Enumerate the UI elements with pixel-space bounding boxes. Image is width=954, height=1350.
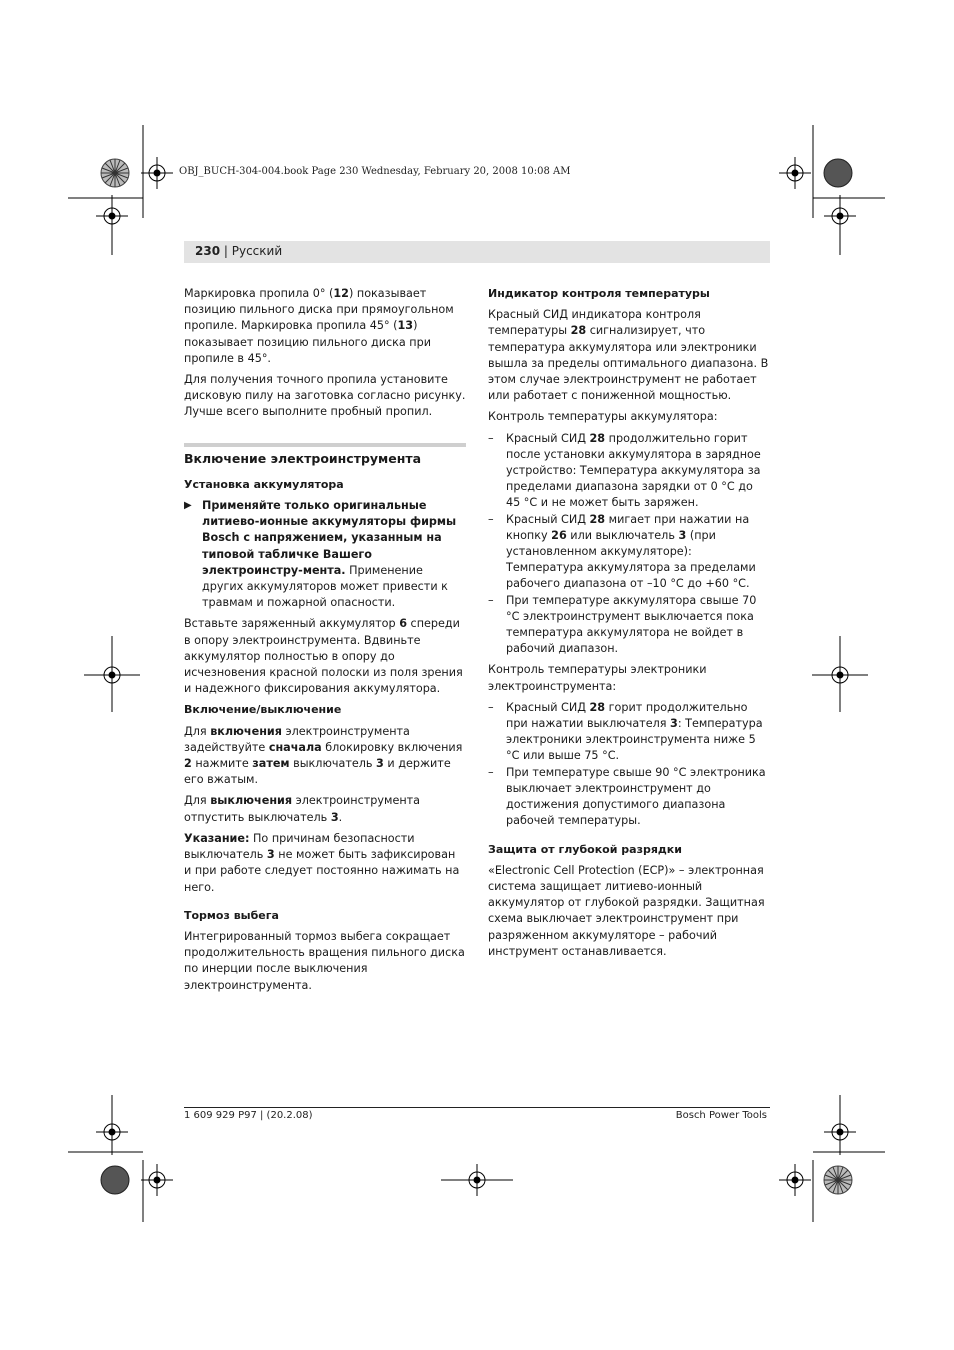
paragraph-precise-cut: Для получения точного пропила установите дисковую пилу на заготовка согласно рисунку. Лучше всего выполните пробный пропил. — [184, 373, 466, 419]
page-header — [195, 244, 282, 258]
paragraph-cut-markings: Маркировка пропила 0° (12) показывает позицию пильного диска при прямоугольном пропиле. Маркировка пропила 45° (13) показывает позицию пильного диска при пропиле в 45°. — [184, 287, 454, 365]
starburst-wheel-bottom-right — [824, 1166, 852, 1194]
list-item: – При температуре свыше 90 °C электроника выключает электроинструмент до достижения допустимого диапазона рабочей температуры. — [488, 765, 770, 830]
paragraph-switch-on: Для включения электроинструмента задействуйте сначала блокировку включения 2 нажмите затем выключатель 3 и держите его вжатым. — [184, 724, 463, 787]
paragraph-electronics-temp: Контроль температуры электроники электроинструмента: — [488, 663, 707, 693]
list-item: – Красный СИД 28 горит продолжительно при нажатии выключателя 3: Температура электроники электроинструмента ниже 5 °C или выше 75 °C. — [488, 700, 770, 765]
right-column — [488, 286, 770, 965]
subheading-on-off: Включение/выключение — [184, 703, 342, 717]
electronics-temp-list — [488, 700, 770, 830]
footer-doc-number: 1 609 929 P97 | (20.2.08) — [184, 1110, 313, 1121]
page-number: 230 — [195, 244, 221, 258]
footer-brand: Bosch Power Tools — [675, 1110, 767, 1121]
subheading-temperature-indicator: Индикатор контроля температуры — [488, 287, 710, 300]
battery-temp-list — [488, 431, 770, 658]
list-item: – Красный СИД 28 мигает при нажатии на кнопку 26 или выключатель 3 (при установленном аккумуляторе): Температура аккумулятора за пределами рабочего диапазона от –10 °C до +60 °C. — [488, 512, 770, 593]
paragraph-brake: Интегрированный тормоз выбега сокращает продолжительность вращения пильного диска по инерции после выключения электроинструмента. — [184, 929, 465, 992]
arrow-right-icon: ▶ — [184, 500, 192, 512]
paragraph-battery-temp: Контроль температуры аккумулятора: — [488, 410, 718, 424]
list-item: – При температуре аккумулятора свыше 70 °C электроинструмент выключается пока температура аккумулятора не войдет в рабочий диапазон. — [488, 593, 770, 658]
header-language: Русский — [231, 244, 283, 258]
paragraph-note: Указание: По причинам безопасности выключатель 3 не может быть зафиксирован и при работе следует постоянно нажимать на него. — [184, 831, 460, 894]
warning-item: ▶ Применяйте только оригинальные литиево-ионные аккумуляторы фирмы Bosch с напряжением, указанным на типовой табличке Вашего электроинстру-мента. Применение других аккумуляторов может привести к травмам и пожарной опасности. — [184, 499, 457, 610]
paragraph-insert-battery: Вставьте заряженный аккумулятор 6 спереди в опору электроинструмента. Вдвиньте аккумулятор полностью в опору до исчезновения красной полоски из поля зрения и надежного фиксирования аккумулятора. — [184, 617, 463, 696]
paragraph-ecp: «Electronic Cell Protection (ECP)» – электронная система защищает литиево-ионный аккумулятор от глубокой разрядки. Защитная схема выключает электроинструмент при разряженном аккумуляторе – рабочий инструмент останавливается. — [488, 863, 765, 958]
header-separator: | — [220, 244, 232, 258]
footer-divider — [184, 1107, 770, 1108]
gray-disc-top-right — [824, 159, 852, 187]
section-title: Включение электроинструмента — [184, 443, 466, 467]
gray-disc-bottom-left — [101, 1166, 129, 1194]
print-info-line: OBJ_BUCH-304-004.book Page 230 Wednesday, February 20, 2008 10:08 AM — [179, 166, 571, 177]
list-item: – Красный СИД 28 продолжительно горит после установки аккумулятора в зарядное устройство: Температура аккумулятора за пределами диапазона зарядки от 0 °C до 45 °C и не может быть заряжен. — [488, 431, 770, 512]
subheading-deep-discharge: Защита от глубокой разрядки — [488, 842, 682, 856]
left-column — [184, 286, 466, 999]
starburst-wheel-top-left — [101, 159, 129, 187]
subheading-battery-install: Установка аккумулятора — [184, 477, 344, 491]
subheading-brake: Тормоз выбега — [184, 908, 279, 922]
paragraph-switch-off: Для выключения электроинструмента отпустить выключатель 3. — [184, 794, 421, 824]
paragraph-red-led: Красный СИД индикатора контроля температуры 28 сигнализирует, что температура аккумулятора или электроники вышла за пределы оптимального диапазона. В этом случае электроинструмент не работает или работает с пониженной мощностью. — [488, 308, 769, 403]
